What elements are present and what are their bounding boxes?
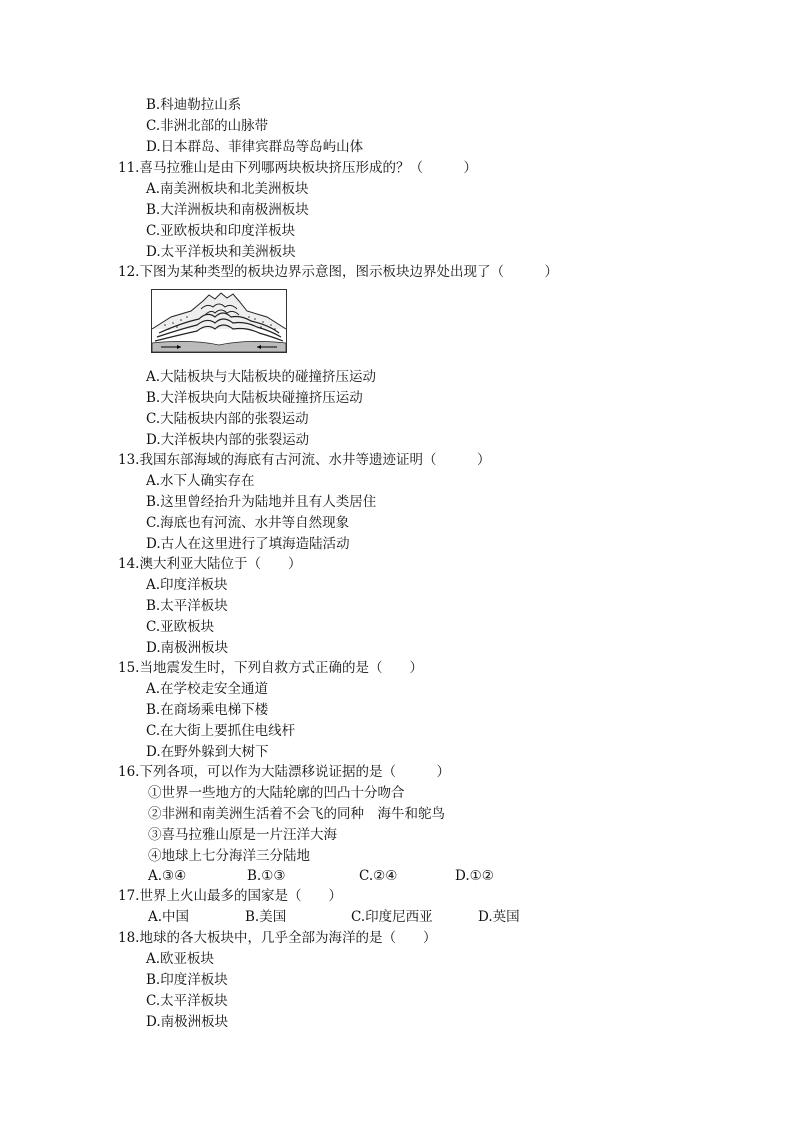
- q12-option-c: C.大陆板块内部的张裂运动: [146, 411, 309, 427]
- plate-boundary-diagram: [151, 289, 287, 353]
- q15-option-c: C.在大街上要抓住电线杆: [146, 723, 296, 739]
- q18-option-b: B.印度洋板块: [146, 972, 228, 988]
- q18-option-c: C.太平洋板块: [146, 993, 228, 1009]
- q16-stem: 16.下列各项，可以作为大陆漂移说证据的是（ ）: [118, 764, 450, 780]
- q13-option-d: D.古人在这里进行了填海造陆活动: [146, 536, 350, 552]
- q10-option-c: C.非洲北部的山脉带: [146, 118, 269, 134]
- q16-option-c: C.②④: [359, 868, 398, 884]
- q18-option-a: A.欧亚板块: [146, 951, 215, 967]
- q14-option-a: A.印度洋板块: [146, 577, 228, 593]
- q15-option-a: A.在学校走安全通道: [146, 681, 269, 697]
- q17-option-a: A.中国: [148, 909, 190, 925]
- q16-option-d: D.①②: [455, 868, 494, 884]
- q18-option-d: D.南极洲板块: [146, 1014, 229, 1030]
- q17-option-b: B.美国: [245, 909, 287, 925]
- q12-option-d: D.大洋板块内部的张裂运动: [146, 432, 310, 448]
- q13-option-c: C.海底也有河流、水井等自然现象: [146, 515, 350, 531]
- q12-stem: 12.下图为某种类型的板块边界示意图，图示板块边界处出现了（ ）: [118, 264, 558, 280]
- q16-statement-1: ①世界一些地方的大陆轮廓的凹凸十分吻合: [148, 785, 405, 801]
- q13-option-a: A.水下人确实存在: [146, 473, 255, 489]
- q12-option-b: B.大洋板块向大陆板块碰撞挤压运动: [146, 390, 363, 406]
- q16-statement-2: ②非洲和南美洲生活着不会飞的同种 海牛和鸵鸟: [148, 806, 445, 822]
- q10-option-d: D.日本群岛、菲律宾群岛等岛屿山体: [146, 139, 364, 155]
- q10-option-b: B.科迪勒拉山系: [146, 97, 242, 113]
- q14-option-d: D.南极洲板块: [146, 640, 229, 656]
- q15-stem: 15.当地震发生时，下列自救方式正确的是（ ）: [118, 660, 423, 676]
- q17-stem: 17.世界上火山最多的国家是（ ）: [118, 888, 342, 904]
- q11-option-c: C.亚欧板块和印度洋板块: [146, 223, 296, 239]
- q16-option-b: B.①③: [247, 868, 286, 884]
- q16-option-a: A.③④: [148, 868, 187, 884]
- q16-statement-4: ④地球上七分海洋三分陆地: [148, 848, 310, 864]
- q17-option-c: C.印度尼西亚: [351, 909, 433, 925]
- q15-option-d: D.在野外躲到大树下: [146, 744, 269, 760]
- q14-stem: 14.澳大利亚大陆位于（ ）: [118, 556, 302, 572]
- q14-option-c: C.亚欧板块: [146, 619, 215, 635]
- q13-option-b: B.这里曾经抬升为陆地并且有人类居住: [146, 494, 377, 510]
- q15-option-b: B.在商场乘电梯下楼: [146, 702, 269, 718]
- q11-stem: 11.喜马拉雅山是由下列哪两块板块挤压形成的？（ ）: [118, 160, 477, 176]
- q12-option-a: A.大陆板块与大陆板块的碰撞挤压运动: [146, 369, 377, 385]
- q14-option-b: B.太平洋板块: [146, 598, 228, 614]
- q11-option-a: A.南美洲板块和北美洲板块: [146, 181, 309, 197]
- q11-option-b: B.大洋洲板块和南极洲板块: [146, 202, 309, 218]
- q18-stem: 18.地球的各大板块中，几乎全部为海洋的是（ ）: [118, 930, 437, 946]
- q13-stem: 13.我国东部海域的海底有古河流、水井等遗迹证明（ ）: [118, 452, 491, 468]
- q17-option-d: D.英国: [478, 909, 520, 925]
- q11-option-d: D.太平洋板块和美洲板块: [146, 244, 296, 260]
- q16-statement-3: ③喜马拉雅山原是一片汪洋大海: [148, 827, 337, 843]
